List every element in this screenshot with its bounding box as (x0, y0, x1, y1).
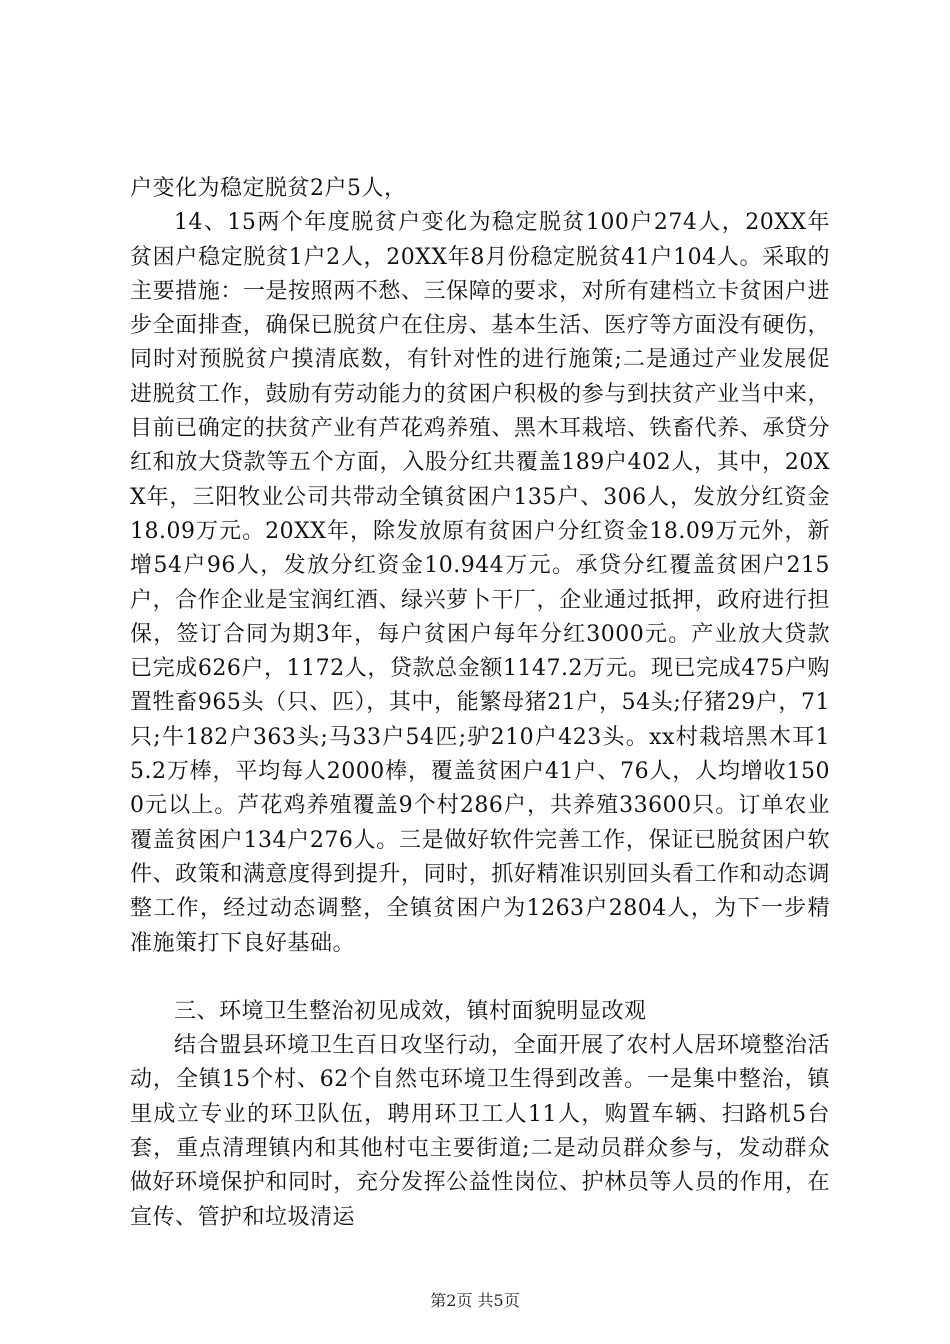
document-body (130, 172, 830, 1235)
section-heading: 三、环境卫生整治初见成效，镇村面貌明显改观 (174, 998, 647, 1024)
paragraph-environment: 结合盟县环境卫生百日攻坚行动，全面开展了农村人居环境整治活动，全镇15个村、62个自然屯环境卫生得到改善。一是集中整治，镇里成立专业的环卫队伍，聘用环卫工人11人，购置车辆、扫路机5台套，重点清理镇内和其他村屯主要街道;二是动员群众参与，发动群众做好环境保护和同时，充分发挥公益性岗位、护林员等人员的作用，在宣传、管护和垃圾清运 (130, 1033, 830, 1230)
page-number-footer: 第2页 共5页 (430, 1291, 520, 1310)
paragraph-continuation: 户变化为稳定脱贫2户5人， (130, 176, 407, 201)
paragraph-measures: 14、15两个年度脱贫户变化为稳定脱贫100户274人，20XX年贫困户稳定脱贫1户2人，20XX年8月份稳定脱贫41户104人。采取的主要措施：一是按照两不愁、三保障的要求，对所有建档立卡贫困户进步全面排查，确保已脱贫户在住房、基本生活、医疗等方面没有硬伤，同时对预脱贫户摸清底数，有针对性的进行施策;二是通过产业发展促进脱贫工作，鼓励有劳动能力的贫困户积极的参与到扶贫产业当中来，目前已确定的扶贫产业有芦花鸡养殖、黑木耳栽培、铁畜代养、承贷分红和放大贷款等五个方面，入股分红共覆盖189户402人，其中，20XX年，三阳牧业公司共带动全镇贫困户135户、306人，发放分红资金18.09万元。20XX年，除发放原有贫困户分红资金18.09万元外，新增54户96人，发放分红资金10.944万元。承贷分红覆盖贫困户215户，合作企业是宝润红酒、绿兴萝卜干厂，企业通过抵押，政府进行担保，签订合同为期3年，每户贫困户每年分红3000元。产业放大贷款已完成626户，1172人，贷款总金额1147.2万元。现已完成475户购置牲畜965头（只、匹），其中，能繁母猪21户，54头;仔猪29户，71只;牛182户363头;马33户54匹;驴210户423头。xx村栽培黑木耳15.2万棒，平均每人2000棒，覆盖贫困户41户、76人，人均增收1500元以上。芦花鸡养殖覆盖9个村286户，共养殖33600只。订单农业覆盖贫困户134户276人。三是做好软件完善工作，保证已脱贫困户软件、政策和满意度得到提升，同时，抓好精准识别回头看工作和动态调整工作，经过动态调整，全镇贫困户为1263户2804人，为下一步精准施策打下良好基础。 (130, 210, 830, 956)
